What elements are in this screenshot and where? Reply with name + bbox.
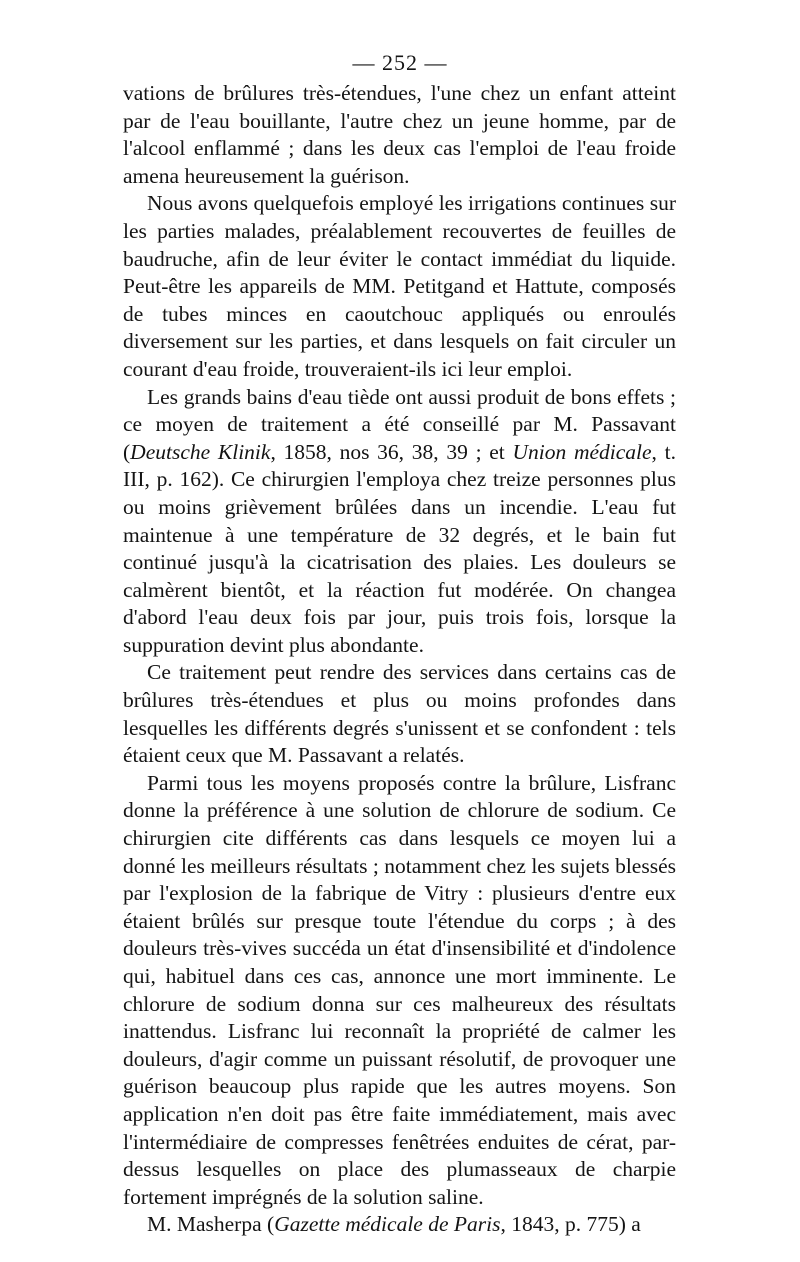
paragraph-3 [123,384,676,660]
paragraph-6-text-c: , 1843, p. 775) a [500,1212,641,1237]
citation-union-medicale: Union médicale [512,439,652,464]
citation-gazette-medicale: Gazette médicale de Paris [274,1212,501,1237]
paragraph-3-text-e: , t. III, p. 162). Ce chirurgien l'employa chez treize personnes plus ou moins grièvement brûlées dans un incendie. L'eau fut maintenue à une température de 32 degrés, et le bain fut continué jusqu'à la cicatrisation des plaies. Les douleurs se calmèrent bientôt, et la réaction fut modérée. On changea d'abord l'eau deux fois par jour, puis trois fois, lorsque la suppuration devint plus abondante. [123,439,676,657]
paragraph-6 [123,1211,676,1239]
paragraph-4: Ce traitement peut rendre des services dans certains cas de brûlures très-étendues et plus ou moins profondes dans lesquelles les différents degrés s'unissent et se confondent : tels étaient ceux que M. Passavant a relatés. [123,660,676,768]
paragraph-3-text-a: Les grands bains d'eau tiède ont aussi produit de bons effets ; ce moyen de traitement a été conseillé par M. Passavant ( [123,384,676,464]
paragraph-2: Nous avons quelquefois employé les irrigations continues sur les parties malades, préalablement recouvertes de feuilles de baudruche, afin de leur éviter le contact immédiat du liquide. Peut-être les appareils de MM. Petitgand et Hattute, composés de tubes minces en caoutchouc appliqués ou enroulés diversement sur les parties, et dans lesquels on fait circuler un courant d'eau froide, trouveraient-ils ici leur emploi. [123,191,676,381]
paragraph-1: vations de brûlures très-étendues, l'une chez un enfant atteint par de l'eau bouillante, l'autre chez un jeune homme, par de l'alcool enflammé ; dans les deux cas l'emploi de l'eau froide amena heureusement la guérison. [123,81,676,188]
body-text [123,80,676,1239]
paragraph-6-text-a: M. Masherpa ( [147,1212,275,1237]
citation-deutsche-klinik: Deutsche Klinik [130,439,271,464]
paragraph-5: Parmi tous les moyens proposés contre la brûlure, Lisfranc donne la préférence à une solution de chlorure de sodium. Ce chirurgien cite différents cas dans lesquels ce moyen lui a donné les meilleurs résultats ; notamment chez les sujets blessés par l'explosion de la fabrique de Vitry : plusieurs d'entre eux étaient brûlés sur presque toute l'étendue du corps ; à des douleurs très-vives succéda un état d'insensibilité et d'indolence qui, habituel dans ces cas, annonce une mort imminente. Le chlorure de sodium donna sur ces malheureux des résultats inattendus. Lisfranc lui reconnaît la propriété de calmer les douleurs, d'agir comme un puissant résolutif, de provoquer une guérison beaucoup plus rapide que les autres moyens. Son application n'en doit pas être faite immédiatement, mais avec l'intermédiaire de compresses fenêtrées enduites de cérat, par-dessus lesquelles on place des plumasseaux de charpie fortement imprégnés de la solution saline. [123,770,676,1209]
page-number: — 252 — [352,50,448,75]
paragraph-3-text-c: , 1858, nos 36, 38, 39 ; et [270,439,513,464]
